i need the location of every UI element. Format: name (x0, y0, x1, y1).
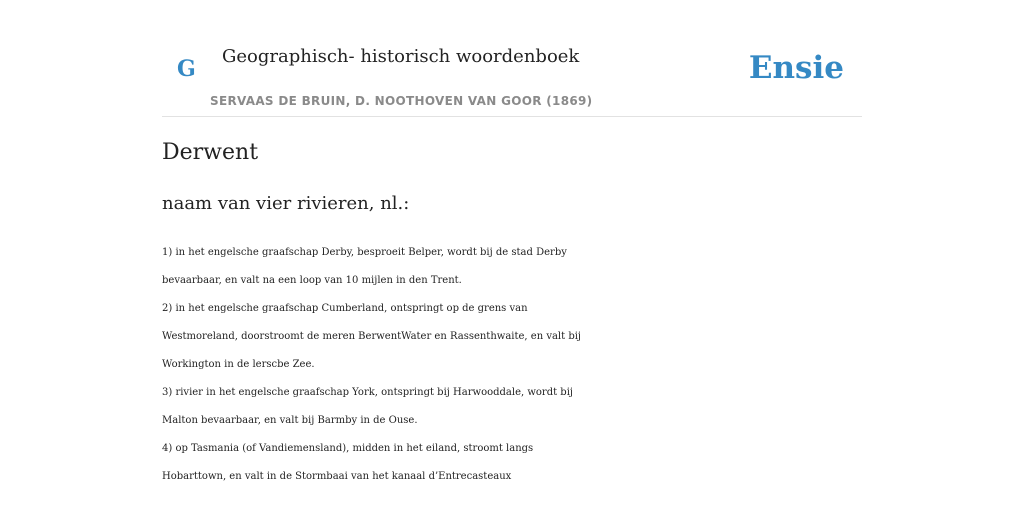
page-content (162, 0, 862, 482)
book-logo-link[interactable]: G (177, 56, 196, 82)
entry-title: Derwent (162, 140, 259, 165)
entry-line: Malton bevaarbaar, en valt bij Barmby in de Ouse. (162, 415, 418, 426)
entry-line: 3) rivier in het engelsche graafschap York, ontspringt bij Harwooddale, wordt bij (162, 387, 574, 398)
entry-line: 1) in het engelsche graafschap Derby, besproeit Belper, wordt bij de stad Derby (162, 247, 567, 258)
entry-line: Westmoreland, doorstroomt de meren BerwentWater en Rassenthwaite, en valt bij (162, 331, 582, 342)
entry-body (162, 239, 872, 491)
entry-line: 4) op Tasmania (of Vandiemensland), midden in het eiland, stroomt langs (162, 443, 534, 454)
entry-intro: naam van vier rivieren, nl.: (162, 193, 410, 214)
entry-line: bevaarbaar, en valt na een loop van 10 mijlen in den Trent. (162, 275, 462, 286)
book-author: SERVAAS DE BRUIN, D. NOOTHOVEN VAN GOOR (1869) (210, 94, 593, 108)
entry-line: 2) in het engelsche graafschap Cumberland, ontspringt op de grens van (162, 303, 528, 314)
entry-line: Hobarttown, en valt in de Stormbaai van het kanaal d’Entrecasteaux (162, 471, 512, 482)
ensie-logo-link[interactable]: Ensie (748, 50, 844, 86)
entry-line: Workington in de lerscbe Zee. (162, 359, 315, 370)
book-title-link[interactable]: Geographisch- historisch woordenboek (222, 46, 580, 67)
book-header (162, 0, 862, 117)
